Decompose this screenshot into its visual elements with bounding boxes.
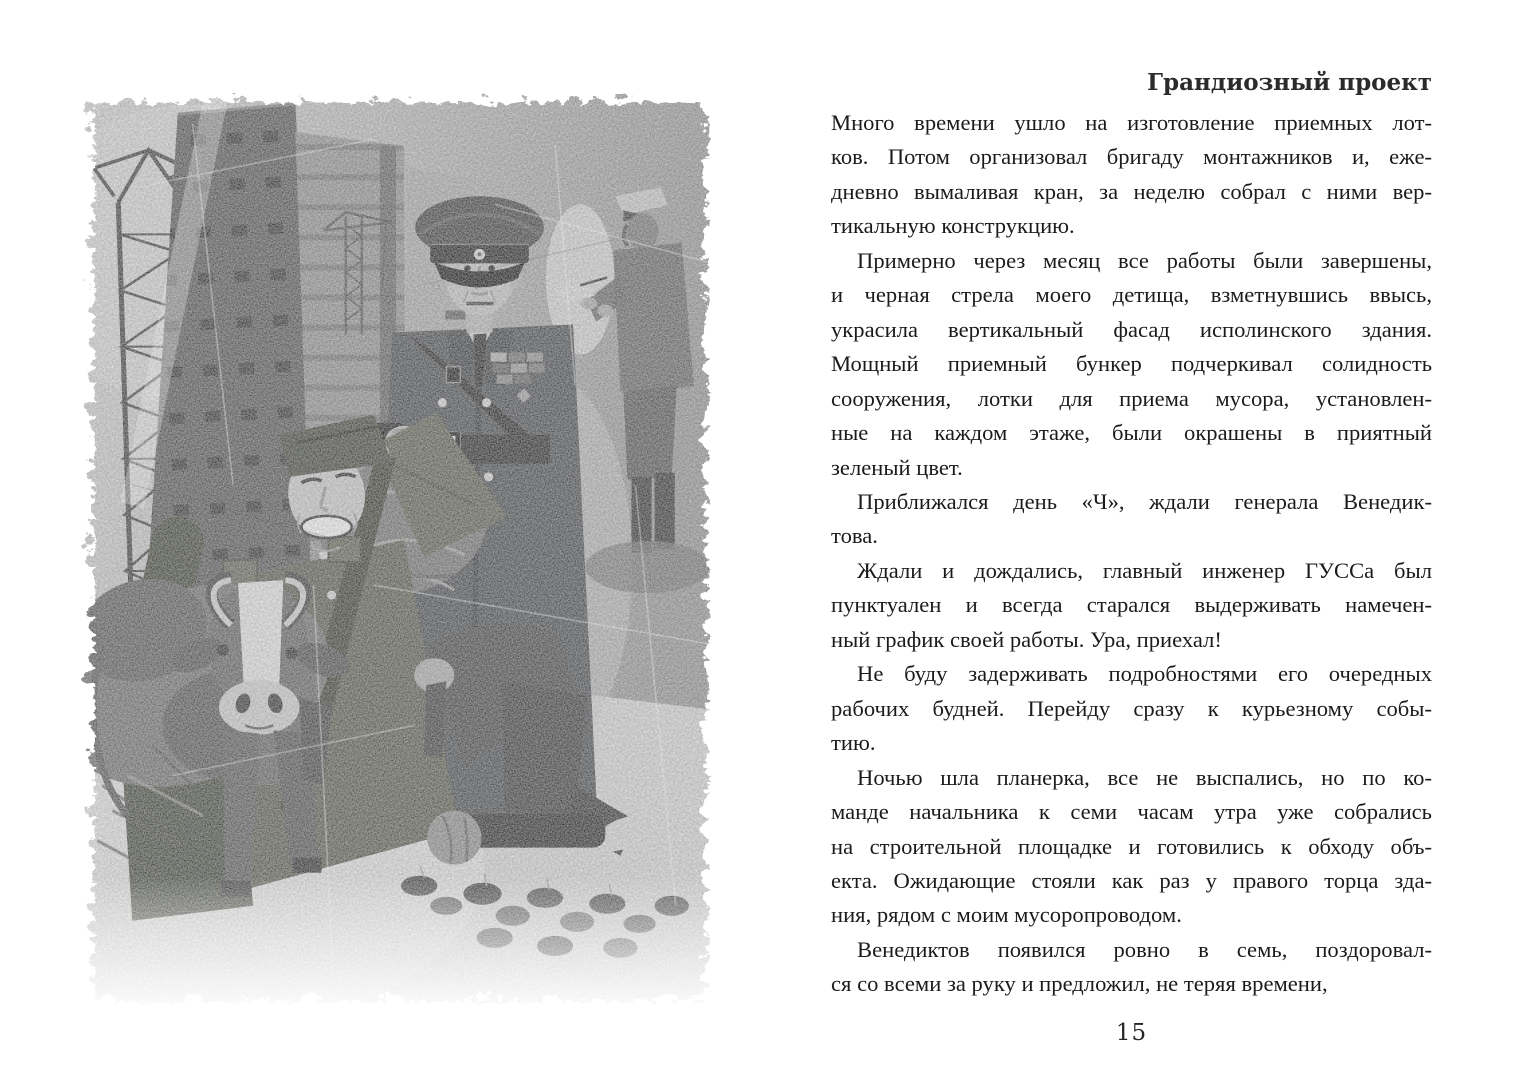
text-line: ся со всеми за руку и предложил, не теряя времени, — [831, 971, 1328, 997]
text-line: Приближался день «Ч», ждали генерала Венедик- — [857, 488, 1432, 514]
text-line: Ждали и дождались, главный инженер ГУССа был — [857, 557, 1432, 583]
text-line: тикальную конструкцию. — [831, 213, 1075, 239]
illustration — [72, 84, 718, 1012]
text-line: пунктуален и всегда старался выдерживать намечен- — [831, 592, 1432, 618]
text-line: ные на каждом этаже, были окрашены в приятный — [831, 420, 1432, 446]
text-line: ния, рядом с моим мусоропроводом. — [831, 902, 1182, 928]
text-line: и черная стрела моего детища, взметнувшись ввысь, — [831, 282, 1432, 308]
text-line: ков. Потом организовал бригаду монтажников и, еже- — [831, 144, 1432, 170]
text-line: Венедиктов появился ровно в семь, поздоровал- — [857, 936, 1432, 962]
text-line: Примерно через месяц все работы были завершены, — [857, 247, 1432, 273]
text-line: украсила вертикальный фасад исполинского здания. — [831, 316, 1432, 342]
text-line: дневно вымаливая кран, за неделю собрал с ними вер- — [831, 178, 1432, 204]
text-line: сооружения, лотки для приема мусора, установлен- — [831, 385, 1432, 411]
text-line: Не буду задерживать подробностями его очередных — [857, 661, 1432, 687]
body-text — [831, 106, 1432, 1002]
text-line: ный график своей работы. Ура, приехал! — [831, 626, 1222, 652]
illustration-svg — [72, 84, 718, 1012]
text-line: манде начальника к семи часам утра уже собрались — [831, 799, 1432, 825]
text-line: това. — [831, 523, 878, 549]
text-line: зеленый цвет. — [831, 454, 963, 480]
text-line: рабочих будней. Перейду сразу к курьезному собы- — [831, 695, 1432, 721]
text-line: Мощный приемный бункер подчеркивал солидность — [831, 351, 1432, 377]
page-number: 15 — [1115, 1020, 1148, 1046]
text-line: тию. — [831, 730, 876, 756]
text-line: Ночью шла планерка, все не выспались, но по ко- — [857, 764, 1432, 790]
running-header: Грандиозный проект — [1147, 69, 1432, 96]
text-line: Много времени ушло на изготовление приемных лот- — [831, 110, 1432, 135]
text-line: екта. Ожидающие стояли как раз у правого торца зда- — [831, 867, 1432, 893]
text-line: на строительной площадке и готовились к обходу объ- — [831, 833, 1432, 859]
